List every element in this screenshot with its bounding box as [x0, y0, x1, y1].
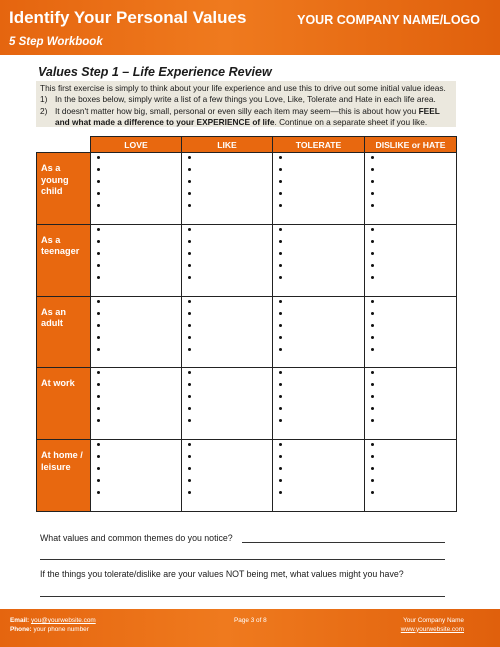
- question-values: If the things you tolerate/dislike are your values NOT being met, what values might you have?: [40, 569, 404, 579]
- column-header-love: LOVE: [91, 137, 182, 153]
- bullet-point: [188, 395, 191, 398]
- bullet-point: [97, 336, 100, 339]
- workbook-title: Identify Your Personal Values: [9, 8, 247, 27]
- instruction-text: In the boxes below, simply write a list of a few things you Love, Like, Tolerate and Hate in each life area.: [55, 94, 436, 105]
- bullet-point: [188, 455, 191, 458]
- instruction-number: 1): [40, 94, 48, 105]
- bullet-point: [279, 276, 282, 279]
- bullet-point: [371, 371, 374, 374]
- bullet-point: [279, 371, 282, 374]
- column-header-like: LIKE: [182, 137, 273, 153]
- bullet-point: [188, 168, 191, 171]
- entry-cell[interactable]: [273, 440, 365, 512]
- entry-cell[interactable]: [273, 224, 365, 296]
- bullet-point: [371, 276, 374, 279]
- bullet-point: [279, 467, 282, 470]
- row-label: At work: [37, 368, 91, 440]
- website-link[interactable]: www.yourwebsite.com: [400, 625, 464, 633]
- bullet-point: [371, 324, 374, 327]
- row-label: At home / leisure: [37, 440, 91, 512]
- entry-cell[interactable]: [91, 153, 182, 225]
- table-row: [37, 153, 457, 225]
- email-link[interactable]: you@yourwebsite.com: [30, 617, 96, 624]
- bullet-point: [188, 192, 191, 195]
- entry-cell[interactable]: [182, 440, 273, 512]
- bullet-point: [371, 264, 374, 267]
- bullet-point: [371, 419, 374, 422]
- bullet-point: [279, 491, 282, 494]
- instruction-text: [55, 106, 452, 129]
- bullet-point: [97, 168, 100, 171]
- table-row: [37, 368, 457, 440]
- bullet-point: [279, 168, 282, 171]
- entry-cell[interactable]: [365, 440, 457, 512]
- bullet-point: [188, 180, 191, 183]
- bullet-point: [97, 300, 100, 303]
- bullet-point: [371, 312, 374, 315]
- bullet-point: [188, 240, 191, 243]
- instruction-text-part: . Continue on a separate sheet if you like.: [274, 116, 428, 127]
- footer-company: [401, 617, 464, 634]
- bullet-point: [279, 204, 282, 207]
- phone-label: Phone:: [10, 625, 32, 633]
- row-label: As a young child: [37, 153, 91, 225]
- bullet-point: [279, 407, 282, 410]
- entry-cell[interactable]: [182, 368, 273, 440]
- bullet-point: [371, 407, 374, 410]
- bullet-point: [97, 312, 100, 315]
- bullet-point: [279, 336, 282, 339]
- bullet-point: [279, 228, 282, 231]
- bullet-point: [188, 264, 191, 267]
- bullet-point: [97, 276, 100, 279]
- bullet-point: [188, 348, 191, 351]
- bullet-point: [188, 312, 191, 315]
- company-logo-placeholder: YOUR COMPANY NAME/LOGO: [297, 13, 480, 27]
- bullet-point: [371, 192, 374, 195]
- bullet-point: [371, 383, 374, 386]
- entry-cell[interactable]: [91, 224, 182, 296]
- entry-cell[interactable]: [182, 296, 273, 368]
- bullet-point: [371, 467, 374, 470]
- bullet-point: [279, 192, 282, 195]
- page-number: Page 3 of 8: [234, 617, 267, 624]
- bullet-point: [97, 180, 100, 183]
- bullet-point: [279, 348, 282, 351]
- bullet-point: [279, 252, 282, 255]
- answer-line-values[interactable]: [40, 596, 445, 597]
- instructions-intro: This first exercise is simply to think about your life experience and use this to drive out some initial value ideas.: [40, 83, 446, 93]
- bullet-point: [97, 371, 100, 374]
- bullet-point: [188, 491, 191, 494]
- bullet-point: [97, 192, 100, 195]
- entry-cell[interactable]: [182, 224, 273, 296]
- bullet-point: [188, 383, 191, 386]
- bullet-point: [97, 252, 100, 255]
- bullet-point: [97, 491, 100, 494]
- row-label: As a teenager: [37, 224, 91, 296]
- entry-cell[interactable]: [273, 368, 365, 440]
- bullet-point: [188, 300, 191, 303]
- bullet-point: [371, 156, 374, 159]
- bullet-point: [188, 443, 191, 446]
- entry-cell[interactable]: [365, 153, 457, 225]
- table-corner: [37, 137, 91, 153]
- question-themes: What values and common themes do you notice?: [40, 533, 233, 543]
- bullet-point: [371, 491, 374, 494]
- bullet-point: [97, 228, 100, 231]
- bullet-point: [188, 467, 191, 470]
- bullet-point: [188, 276, 191, 279]
- instruction-number: 2): [40, 105, 48, 116]
- column-header-dislike: DISLIKE or HATE: [365, 137, 457, 153]
- bullet-point: [188, 371, 191, 374]
- entry-cell[interactable]: [91, 296, 182, 368]
- bullet-point: [97, 419, 100, 422]
- bullet-point: [279, 324, 282, 327]
- bullet-point: [97, 443, 100, 446]
- page-footer: [0, 609, 500, 647]
- entry-cell[interactable]: [91, 440, 182, 512]
- bullet-point: [97, 324, 100, 327]
- bullet-point: [371, 240, 374, 243]
- page-header: [0, 0, 500, 55]
- footer-company-name: Your Company Name: [403, 617, 464, 624]
- life-experience-table: [36, 136, 457, 512]
- instruction-item: [40, 106, 452, 129]
- table-row: [37, 296, 457, 368]
- bullet-point: [188, 324, 191, 327]
- row-label: As an adult: [37, 296, 91, 368]
- bullet-point: [279, 383, 282, 386]
- bullet-point: [97, 407, 100, 410]
- answer-line-themes-2[interactable]: [40, 559, 445, 560]
- entry-cell[interactable]: [182, 153, 273, 225]
- bullet-point: [371, 204, 374, 207]
- entry-cell[interactable]: [365, 224, 457, 296]
- entry-cell[interactable]: [273, 153, 365, 225]
- bullet-point: [279, 443, 282, 446]
- bullet-point: [188, 156, 191, 159]
- bullet-point: [97, 467, 100, 470]
- bullet-point: [97, 383, 100, 386]
- bullet-point: [279, 240, 282, 243]
- bullet-point: [97, 479, 100, 482]
- entry-cell[interactable]: [273, 296, 365, 368]
- bullet-point: [279, 312, 282, 315]
- bullet-point: [97, 455, 100, 458]
- email-label: Email:: [10, 617, 30, 624]
- bullet-point: [279, 419, 282, 422]
- bullet-point: [97, 348, 100, 351]
- bullet-point: [371, 300, 374, 303]
- bullet-point: [279, 156, 282, 159]
- bullet-point: [279, 395, 282, 398]
- step-title: Values Step 1 – Life Experience Review: [38, 65, 272, 79]
- bullet-point: [279, 180, 282, 183]
- bullet-point: [188, 407, 191, 410]
- table-row: [37, 440, 457, 512]
- bullet-point: [188, 479, 191, 482]
- entry-cell[interactable]: [91, 368, 182, 440]
- phone-number: your phone number: [33, 625, 89, 633]
- bullet-point: [371, 348, 374, 351]
- entry-cell[interactable]: [365, 368, 457, 440]
- bullet-point: [97, 156, 100, 159]
- bullet-point: [279, 300, 282, 303]
- bullet-point: [371, 228, 374, 231]
- bullet-point: [371, 168, 374, 171]
- bullet-point: [97, 240, 100, 243]
- bullet-point: [188, 419, 191, 422]
- bullet-point: [188, 228, 191, 231]
- bullet-point: [279, 264, 282, 267]
- instruction-text-emphasis: FEEL and what made a difference to your EXPERIENCE of life: [55, 105, 440, 127]
- bullet-point: [371, 443, 374, 446]
- bullet-point: [371, 455, 374, 458]
- bullet-point: [371, 479, 374, 482]
- instructions-box: [36, 81, 456, 127]
- entry-cell[interactable]: [365, 296, 457, 368]
- bullet-point: [188, 336, 191, 339]
- bullet-point: [279, 455, 282, 458]
- bullet-point: [371, 180, 374, 183]
- table-row: [37, 224, 457, 296]
- bullet-point: [371, 336, 374, 339]
- column-header-tolerate: TOLERATE: [273, 137, 365, 153]
- bullet-point: [97, 395, 100, 398]
- bullet-point: [279, 479, 282, 482]
- bullet-point: [188, 204, 191, 207]
- bullet-point: [97, 264, 100, 267]
- bullet-point: [371, 395, 374, 398]
- instruction-item: [40, 94, 452, 105]
- instruction-text-part: It doesn't matter how big, small, personal or even silly each item may seem—this is about how you: [55, 105, 419, 116]
- bullet-point: [371, 252, 374, 255]
- workbook-subtitle: 5 Step Workbook: [9, 36, 103, 48]
- answer-line-themes[interactable]: [242, 542, 445, 543]
- bullet-point: [188, 252, 191, 255]
- bullet-point: [97, 204, 100, 207]
- footer-contact: [10, 617, 96, 634]
